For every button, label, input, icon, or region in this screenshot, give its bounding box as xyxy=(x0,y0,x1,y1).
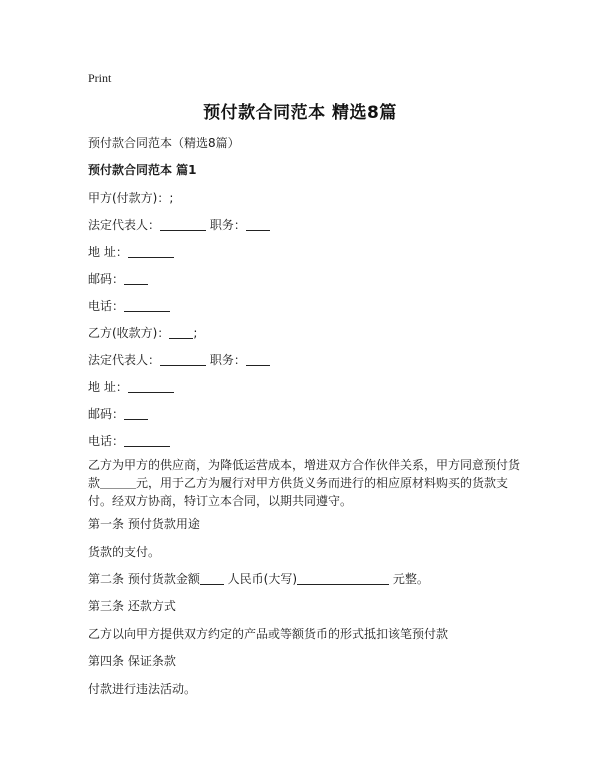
party-b-rep-blank xyxy=(160,353,206,366)
intro-paragraph: 乙方为甲方的供应商，为降低运营成本，增进双方合作伙伴关系，甲方同意预付货款＿＿＿元，用于乙方为履行对甲方供货义务而进行的相应原材料购买的货款支付。经双方协商，特订立本合同，以期共同遵守。 xyxy=(88,458,521,508)
party-a-postcode-blank xyxy=(124,272,148,285)
party-b-postcode-line xyxy=(88,405,148,422)
section-heading: 预付款合同范本 篇1 xyxy=(88,163,197,177)
party-a-postcode-label: 邮码： xyxy=(88,272,125,286)
article2-middle: 人民币(大写) xyxy=(227,572,298,586)
party-b-postcode-blank xyxy=(124,407,148,420)
party-a-phone-label: 电话： xyxy=(88,299,125,313)
party-b-rep-line xyxy=(88,351,270,368)
party-b-position-blank xyxy=(246,353,270,366)
party-b-label: 乙方(收款方)： xyxy=(88,326,170,340)
article3-heading: 第三条 还款方式 xyxy=(88,599,176,613)
party-b-address-line xyxy=(88,378,174,395)
party-a-rep-line xyxy=(88,216,270,233)
article1-heading: 第一条 预付货款用途 xyxy=(88,517,200,531)
article3-body: 乙方以向甲方提供双方约定的产品或等额货币的形式抵扣该笔预付款 xyxy=(88,627,449,641)
party-b-phone-label: 电话： xyxy=(88,434,125,448)
article2-suffix: 元整。 xyxy=(392,572,429,586)
party-a-address-label: 地 址： xyxy=(88,245,128,259)
party-a-postcode-line xyxy=(88,270,148,287)
party-a-position-blank xyxy=(246,218,270,231)
party-a-line xyxy=(88,189,173,206)
party-b-position-label: 职务： xyxy=(209,353,246,367)
party-a-position-label: 职务： xyxy=(209,218,246,232)
party-b-postcode-label: 邮码： xyxy=(88,407,125,421)
party-b-suffix: ; xyxy=(193,326,198,340)
party-a-suffix: ; xyxy=(169,191,174,205)
document-title: 预付款合同范本 精选8篇 xyxy=(203,103,397,123)
party-b-phone-blank xyxy=(124,434,170,447)
party-a-phone-blank xyxy=(124,299,170,312)
document-subtitle: 预付款合同范本（精选8篇） xyxy=(88,136,240,150)
article2-words-blank xyxy=(297,572,389,585)
party-b-rep-label: 法定代表人： xyxy=(88,353,161,367)
article2-prefix: 第二条 预付货款金额 xyxy=(88,572,200,586)
print-label[interactable]: Print xyxy=(88,71,112,85)
article4-body: 付款进行违法活动。 xyxy=(88,682,197,696)
party-b-address-blank xyxy=(128,380,174,393)
party-a-rep-blank xyxy=(160,218,206,231)
party-a-address-line xyxy=(88,243,174,260)
article2-line xyxy=(88,570,429,587)
party-b-blank xyxy=(169,326,193,339)
party-b-address-label: 地 址： xyxy=(88,380,128,394)
party-a-phone-line xyxy=(88,297,170,314)
article4-heading: 第四条 保证条款 xyxy=(88,654,176,668)
party-a-label: 甲方(付款方)： xyxy=(88,191,170,205)
party-a-address-blank xyxy=(128,245,174,258)
party-a-rep-label: 法定代表人： xyxy=(88,218,161,232)
article1-body: 货款的支付。 xyxy=(88,545,161,559)
party-b-line xyxy=(88,324,197,341)
party-b-phone-line xyxy=(88,432,170,449)
article2-amount-blank xyxy=(200,572,224,585)
